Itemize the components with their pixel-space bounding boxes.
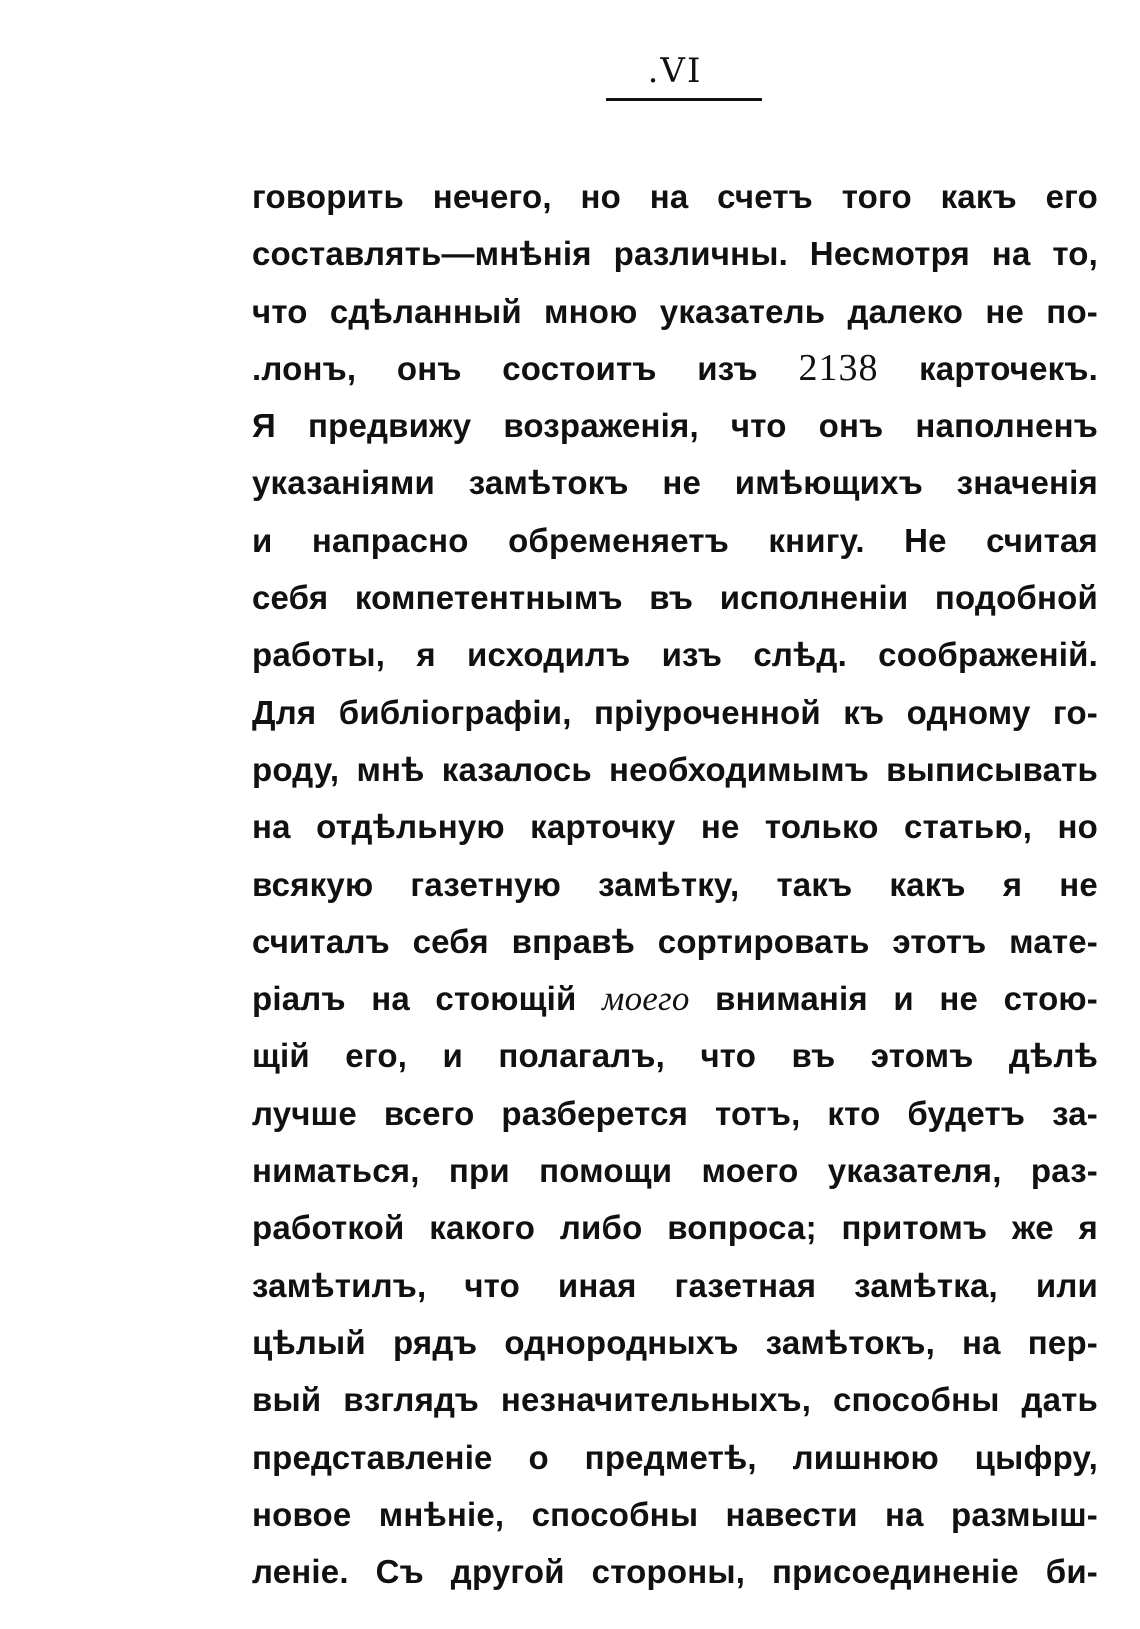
text-line	[252, 684, 1098, 741]
text-segment: говорить нечего, но на счетъ того какъ его	[252, 178, 1098, 215]
text-line	[252, 913, 1098, 970]
text-line	[252, 397, 1098, 454]
text-segment: вниманія и не стою-	[689, 980, 1098, 1018]
text-segment: цѣлый рядъ однородныхъ замѣтокъ, на пер-	[252, 1323, 1098, 1361]
text-line	[252, 283, 1098, 340]
text-segment: ниматься, при помощи моего указателя, раз-	[252, 1152, 1098, 1190]
text-segment: себя компетентнымъ въ исполненіи подобной	[252, 579, 1098, 617]
text-segment: представленіе о предметѣ, лишнюю цыфру,	[252, 1438, 1098, 1476]
text-line	[252, 454, 1098, 511]
header-rule	[606, 98, 762, 101]
text-line	[252, 1314, 1098, 1371]
text-line	[252, 626, 1098, 683]
text-segment: и напрасно обременяетъ книгу. Не считая	[252, 521, 1098, 559]
text-segment: Я предвижу возраженія, что онъ наполненъ	[252, 407, 1098, 445]
text-line	[252, 1199, 1098, 1256]
text-line	[252, 569, 1098, 626]
text-segment: работы, я исходилъ изъ слѣд. соображеній.	[252, 636, 1098, 674]
text-segment: ріалъ на стоющій	[252, 980, 603, 1018]
text-line	[252, 856, 1098, 913]
text-segment: замѣтилъ, что иная газетная замѣтка, или	[252, 1266, 1098, 1304]
text-segment: на отдѣльную карточку не только статью, но	[252, 808, 1098, 846]
text-line	[252, 1027, 1098, 1084]
text-line	[252, 1371, 1098, 1428]
number-segment: 2138	[798, 346, 879, 389]
italic-word: моего	[602, 979, 690, 1019]
text-line	[252, 1429, 1098, 1486]
text-line	[252, 168, 1098, 225]
text-line	[252, 340, 1098, 397]
text-line	[252, 1543, 1098, 1600]
text-line	[252, 741, 1098, 798]
text-segment: роду, мнѣ казалось необходимымъ выписывать	[252, 750, 1098, 788]
text-segment: лучше всего разберется тотъ, кто будетъ за-	[252, 1094, 1098, 1132]
text-line	[252, 225, 1098, 282]
body-text	[252, 168, 1098, 1600]
text-line	[252, 1257, 1098, 1314]
text-segment: указаніями замѣтокъ не имѣющихъ значенія	[252, 464, 1098, 502]
text-segment: .лонъ, онъ состоитъ изъ	[252, 349, 799, 387]
text-segment: что сдѣланный мною указатель далеко не по-	[252, 292, 1098, 330]
page-number: .VI	[647, 51, 703, 91]
text-segment: Для библіографіи, пріуроченной къ одному го-	[252, 693, 1098, 731]
text-line	[252, 1486, 1098, 1543]
text-segment: щій его, и полагалъ, что въ этомъ дѣлѣ	[252, 1037, 1098, 1075]
text-segment: леніе. Съ другой стороны, присоединеніе би-	[252, 1553, 1098, 1591]
text-segment: считалъ себя вправѣ сортировать этотъ мате-	[252, 922, 1098, 960]
text-segment: карточекъ.	[878, 349, 1098, 387]
text-line	[252, 798, 1098, 855]
text-line	[252, 512, 1098, 569]
text-line	[252, 1142, 1098, 1199]
text-segment: вый взглядъ незначительныхъ, способны дать	[252, 1381, 1098, 1419]
text-line	[252, 970, 1098, 1027]
text-segment: составлять—мнѣнія различны. Несмотря на то,	[252, 235, 1098, 273]
text-line	[252, 1085, 1098, 1142]
text-segment: всякую газетную замѣтку, такъ какъ я не	[252, 865, 1098, 903]
text-segment: работкой какого либо вопроса; притомъ же я	[252, 1209, 1098, 1247]
text-segment: новое мнѣніе, способны навести на размыш-	[252, 1495, 1098, 1533]
